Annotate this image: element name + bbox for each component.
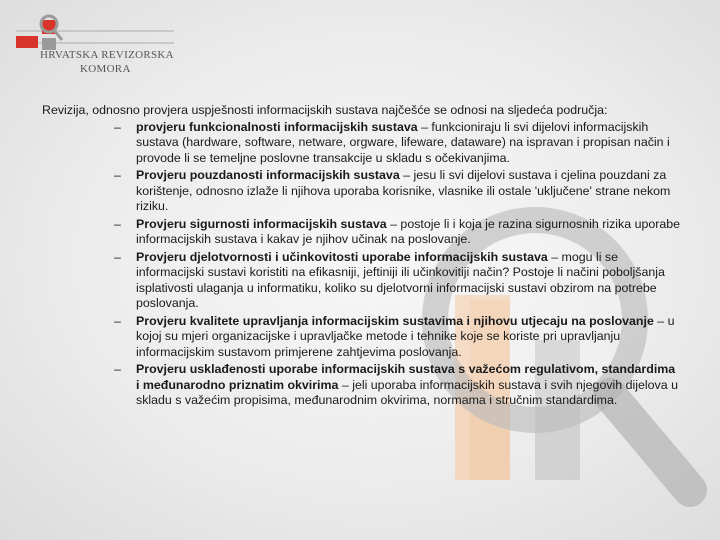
dash-bullet: – (114, 249, 121, 264)
item-heading: Provjeru usklađenosti uporabe informacijskih sustava s važećom regulativom, standardima i međunarodno priznatim okvirima (136, 362, 676, 392)
dash-bullet: – (114, 216, 121, 231)
item-text: – mogu li se informacijski sustavi koristiti na efikasniji, jeftiniji ili učinkovitiji način? Postoje li načini poboljšanja isplativosti ulaganja u informatiku, koliko su djelotvorni informacijski sustavi obzirom na potrebe poslovanja. (136, 249, 665, 310)
dash-bullet: – (114, 168, 121, 182)
list-item (42, 314, 682, 361)
item-heading: Provjeru djelotvornosti i učinkovitosti uporabe informacijskih sustava (136, 249, 548, 264)
item-text: – postoje li i koja je razina sigurnosnih rizika uporabe informacijskih sustava i kakav je njihov učinak na poslovanje. (136, 216, 681, 246)
item-text: – funkcioniraju li svi dijelovi informacijskih sustava (hardware, software, netware, orgware, lifeware, dataware) na ispravan i propisan način i provode li se temeljne poslovne transakcije u skladu s očekivanjima. (136, 119, 670, 165)
content-body (42, 103, 682, 411)
dash-bullet: – (114, 119, 121, 134)
topic-list (42, 120, 682, 409)
list-item (42, 120, 682, 167)
intro-paragraph: Revizija, odnosno provjera uspješnosti informacijskih sustava najčešće se odnosi na sljedeća područja: (42, 103, 608, 117)
item-text: – jesu li svi dijelovi sustava i cjelina pouzdani za korištenje, odnosno izlaže li njihova uporaba korisnike, vlasnike ili ostale 'uključene' strane nekom riziku. (136, 168, 671, 213)
list-item (42, 217, 682, 248)
dash-bullet: – (114, 313, 121, 328)
logo-line-2: KOMORA (80, 63, 131, 75)
list-item (42, 168, 682, 215)
list-item (42, 250, 682, 312)
item-heading: Provjeru kvalitete upravljanja informacijskim sustavima i njihovu utjecaju na poslovanje (136, 313, 654, 328)
logo-text (40, 48, 174, 76)
list-item (42, 362, 682, 409)
dash-bullet: – (114, 362, 121, 376)
item-heading: Provjeru sigurnosti informacijskih sustava (136, 216, 387, 231)
item-heading: provjeru funkcionalnosti informacijskih sustava (136, 119, 418, 134)
item-heading: Provjeru pouzdanosti informacijskih sustava (136, 168, 400, 182)
item-text: – u kojoj su mjeri organizacijske i upravljačke metode i tehnike koje se koriste pri upravljanju informacijskim sustavom primjerene zahtjevima poslovanja. (136, 313, 675, 359)
item-text: – jeli uporaba informacijskih sustava i svih njegovih dijelova u skladu s važećim propisima, međunarodnim okvirima, normama i stručnim standardima. (136, 377, 678, 407)
logo-line-1: HRVATSKA REVIZORSKA (40, 49, 174, 61)
